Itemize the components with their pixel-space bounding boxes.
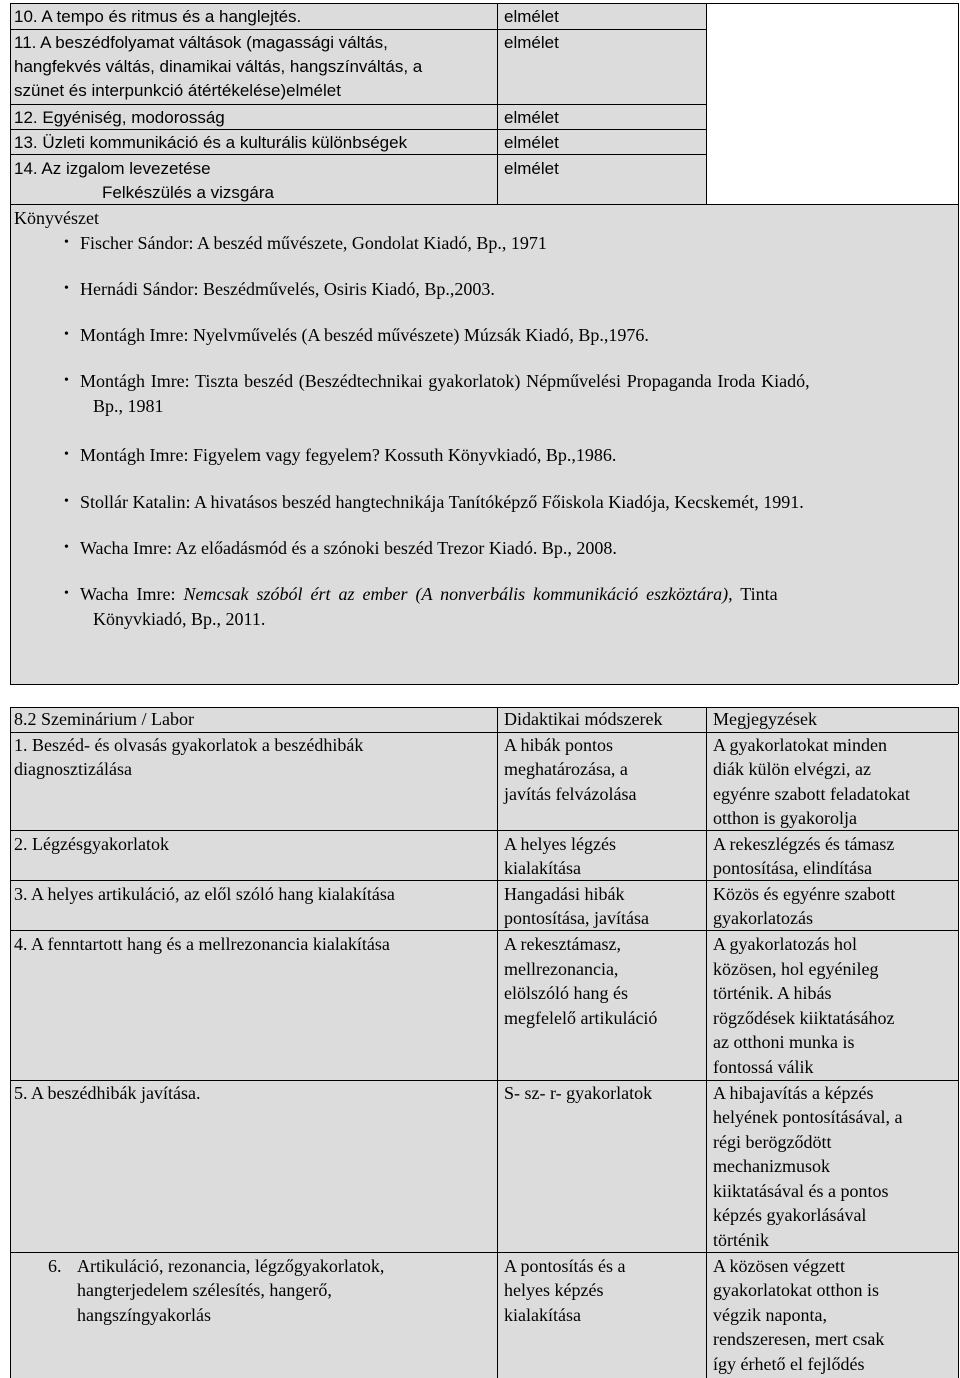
seminar-row-4-method-l4: megfelelő artikuláció <box>504 1008 658 1028</box>
seminar-row-1-method-l3: javítás felvázolása <box>504 784 637 804</box>
bullet-icon: • <box>64 494 69 509</box>
theory-topic-13: 13. Üzleti kommunikáció és a kulturális különbségek <box>14 133 408 152</box>
seminar-header-topic: 8.2 Szeminárium / Labor <box>14 709 194 729</box>
seminar-row-4-note-l2: közösen, hol egyénileg <box>713 959 879 979</box>
bibliography-item: Wacha Imre: Az előadásmód és a szónoki beszéd Trezor Kiadó. Bp., 2008. <box>80 538 617 558</box>
bullet-icon: • <box>64 373 69 388</box>
seminar-row-3-method-l2: pontosítása, javítása <box>504 908 649 928</box>
theory-type-11: elmélet <box>504 33 559 52</box>
seminar-row-3-topic: 3. A helyes artikuláció, az elől szóló hang kialakítása <box>14 884 395 904</box>
bibliography-item: Hernádi Sándor: Beszédművelés, Osiris Kiadó, Bp.,2003. <box>80 279 495 299</box>
seminar-row-2-topic: 2. Légzésgyakorlatok <box>14 834 169 854</box>
seminar-row-4-note-l4: rögződések kiiktatásához <box>713 1008 895 1028</box>
seminar-row-2-note-l1: A rekeszlégzés és támasz <box>713 834 895 854</box>
seminar-row-3-note-l2: gyakorlatozás <box>713 908 813 928</box>
seminar-row-5-note-l1: A hibajavítás a képzés <box>713 1083 874 1103</box>
seminar-row-6-note-l1: A közösen végzett <box>713 1256 845 1276</box>
theory-topic-11-line1: 11. A beszédfolyamat váltások (magassági váltás, <box>14 33 388 52</box>
bullet-icon: • <box>64 586 69 601</box>
seminar-row-6-number: 6. <box>48 1256 62 1276</box>
seminar-row-1-topic-l1: 1. Beszéd- és olvasás gyakorlatok a beszédhibák <box>14 735 364 755</box>
seminar-row-5-topic: 5. A beszédhibák javítása. <box>14 1083 201 1103</box>
theory-topic-11-line2: hangfekvés váltás, dinamikai váltás, hangszínváltás, a <box>14 57 423 76</box>
bibliography-last-title: Nemcsak szóból ért az ember (A nonverbális kommunikáció eszköztára), <box>183 584 733 604</box>
seminar-row-1-note-l2: diák külön elvégzi, az <box>713 759 871 779</box>
seminar-row-1-note-l4: otthon is gyakorolja <box>713 808 857 828</box>
bibliography-item: Montágh Imre: Tiszta beszéd (Beszédtechnikai gyakorlatok) Népművelési Propaganda Iroda Kiadó, <box>80 371 810 391</box>
seminar-header-methods: Didaktikai módszerek <box>504 709 663 729</box>
theory-topic-10: 10. A tempo és ritmus és a hanglejtés. <box>14 7 302 26</box>
seminar-row-6-topic-l1: Artikuláció, rezonancia, légzőgyakorlatok, <box>77 1256 385 1276</box>
bibliography-item: Stollár Katalin: A hivatásos beszéd hangtechnikája Tanítóképző Főiskola Kiadója, Kecskemét, 1991. <box>80 492 804 512</box>
seminar-row-4-method-l3: elölszóló hang és <box>504 983 628 1003</box>
seminar-row-5-note-l2: helyének pontosításával, a <box>713 1107 903 1127</box>
seminar-row-2-method-l2: kialakítása <box>504 858 581 878</box>
bibliography-item-continuation: Bp., 1981 <box>93 396 164 416</box>
seminar-row-5-note-l4: mechanizmusok <box>713 1156 830 1176</box>
bullet-icon: • <box>64 327 69 342</box>
bibliography-item: Montágh Imre: Nyelvművelés (A beszéd művészete) Múzsák Kiadó, Bp.,1976. <box>80 325 649 345</box>
seminar-row-6-note-l5: így érhető el fejlődés <box>713 1354 865 1374</box>
seminar-row-4-method-l1: A rekesztámasz, <box>504 934 621 954</box>
bibliography-item: Montágh Imre: Figyelem vagy fegyelem? Kossuth Könyvkiadó, Bp.,1986. <box>80 445 617 465</box>
seminar-row-1-note-l1: A gyakorlatokat minden <box>713 735 887 755</box>
theory-topic-14: 14. Az izgalom levezetése <box>14 159 211 178</box>
seminar-row-6-note-l4: rendszeresen, mert csak <box>713 1329 885 1349</box>
seminar-row-5-note-l7: történik <box>713 1230 769 1250</box>
seminar-row-6-topic-l3: hangszíngyakorlás <box>77 1305 211 1325</box>
seminar-row-4-note-l5: az otthoni munka is <box>713 1032 855 1052</box>
seminar-row-4-topic: 4. A fenntartott hang és a mellrezonancia kialakítása <box>14 934 390 954</box>
seminar-header-notes: Megjegyzések <box>713 709 817 729</box>
seminar-row-4-note-l6: fontossá válik <box>713 1057 814 1077</box>
theory-topic-12: 12. Egyéniség, modorosság <box>14 108 225 127</box>
seminar-row-6-topic-l2: hangterjedelem szélesítés, hangerő, <box>77 1280 332 1300</box>
theory-subtopic-exam-prep: Felkészülés a vizsgára <box>102 183 274 202</box>
bibliography-item: Fischer Sándor: A beszéd művészete, Gondolat Kiadó, Bp., 1971 <box>80 233 547 253</box>
seminar-row-6-method-l2: helyes képzés <box>504 1280 604 1300</box>
seminar-row-1-topic-l2: diagnosztizálása <box>14 759 132 779</box>
bullet-icon: • <box>64 235 69 250</box>
seminar-row-4-note-l1: A gyakorlatozás hol <box>713 934 857 954</box>
seminar-row-2-note-l2: pontosítása, elindítása <box>713 858 872 878</box>
seminar-row-3-note-l1: Közös és egyénre szabott <box>713 884 896 904</box>
bibliography-item-continuation: Könyvkiadó, Bp., 2011. <box>93 609 266 629</box>
seminar-row-6-method-l1: A pontosítás és a <box>504 1256 626 1276</box>
bullet-icon: • <box>64 540 69 555</box>
seminar-row-3-method-l1: Hangadási hibák <box>504 884 625 904</box>
theory-type-13: elmélet <box>504 133 559 152</box>
bullet-icon: • <box>64 281 69 296</box>
seminar-row-4-method-l2: mellrezonancia, <box>504 959 619 979</box>
seminar-row-2-method-l1: A helyes légzés <box>504 834 616 854</box>
seminar-row-4-note-l3: történik. A hibás <box>713 983 832 1003</box>
theory-type-12: elmélet <box>504 108 559 127</box>
theory-type-14: elmélet <box>504 159 559 178</box>
seminar-row-1-note-l3: egyénre szabott feladatokat <box>713 784 910 804</box>
bibliography-item-last <box>80 582 778 607</box>
seminar-row-1-method-l1: A hibák pontos <box>504 735 614 755</box>
seminar-row-1-method-l2: meghatározása, a <box>504 759 628 779</box>
seminar-row-5-note-l3: régi berögződött <box>713 1132 832 1152</box>
theory-type-10: elmélet <box>504 7 559 26</box>
seminar-row-6-method-l3: kialakítása <box>504 1305 581 1325</box>
bibliography-last-author: Wacha Imre: <box>80 584 176 604</box>
theory-topic-11-line3: szünet és interpunkció átértékelése)elmélet <box>14 81 341 100</box>
seminar-row-5-note-l6: képzés gyakorlásával <box>713 1205 867 1225</box>
bullet-icon: • <box>64 447 69 462</box>
seminar-row-5-note-l5: kiiktatásával és a pontos <box>713 1181 889 1201</box>
seminar-row-6-note-l3: végzik naponta, <box>713 1305 827 1325</box>
seminar-row-5-method: S- sz- r- gyakorlatok <box>504 1083 653 1103</box>
seminar-row-6-note-l2: gyakorlatokat otthon is <box>713 1280 879 1300</box>
bibliography-last-publisher: Tinta <box>740 584 778 604</box>
bibliography-heading: Könyvészet <box>14 208 99 228</box>
